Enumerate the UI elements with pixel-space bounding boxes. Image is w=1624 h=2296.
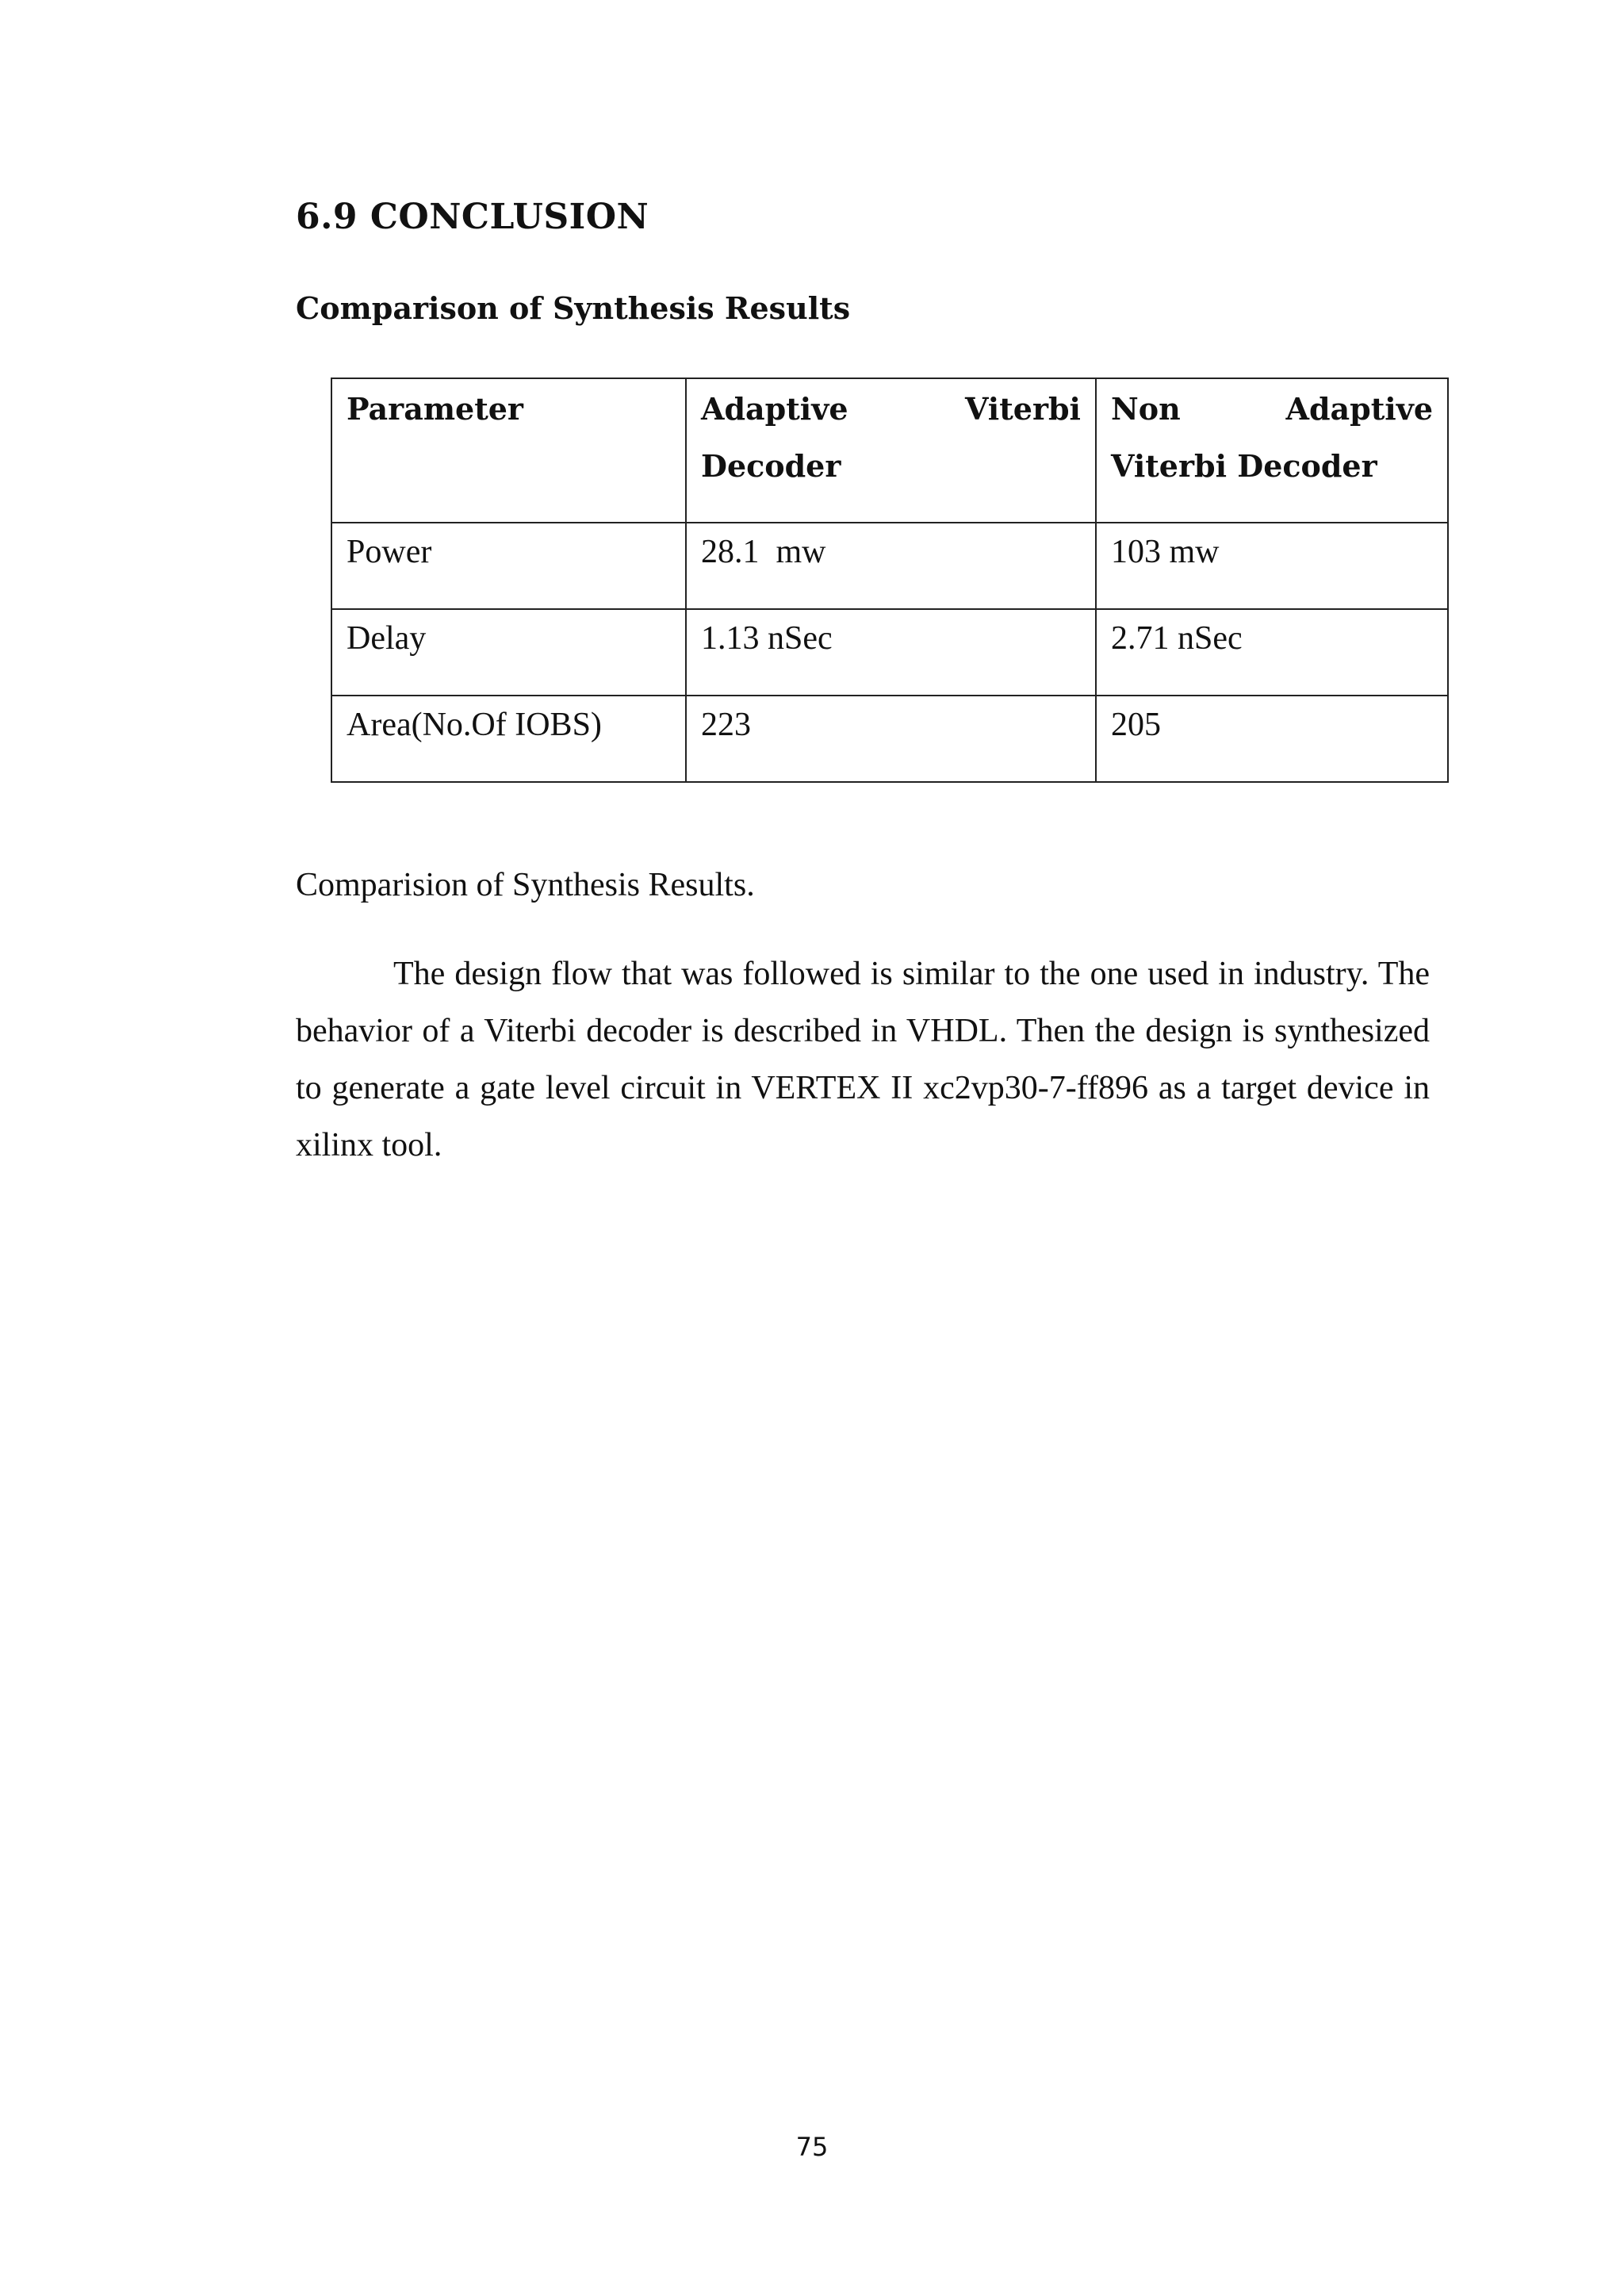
header-cell-non-adaptive (1096, 378, 1448, 523)
table-cell: 223 (686, 696, 1096, 782)
synthesis-results-table (331, 378, 1449, 783)
table-row (331, 696, 1448, 782)
table-caption: Comparision of Synthesis Results. (296, 867, 755, 903)
header-text-line: Adaptive Viterbi (701, 391, 1081, 427)
page-number: 75 (795, 2132, 829, 2162)
header-text: Parameter (347, 391, 523, 427)
header-cell-parameter (331, 378, 686, 523)
table-row (331, 523, 1448, 609)
table-cell: Area(No.Of IOBS) (331, 696, 686, 782)
table-cell: 28.1 mw (686, 523, 1096, 609)
table-cell: 1.13 nSec (686, 609, 1096, 696)
header-cell-adaptive (686, 378, 1096, 523)
table-header-row (331, 378, 1448, 523)
table-cell: 205 (1096, 696, 1448, 782)
table-cell: 2.71 nSec (1096, 609, 1448, 696)
table-cell: 103 mw (1096, 523, 1448, 609)
header-text-line: Decoder (701, 448, 841, 484)
header-text-line: Non Adaptive (1111, 391, 1433, 427)
header-text-line: Viterbi Decoder (1111, 448, 1377, 484)
table-cell: Delay (331, 609, 686, 696)
table-row (331, 609, 1448, 696)
table-cell: Power (331, 523, 686, 609)
body-paragraph: The design flow that was followed is similar to the one used in industry. The behavior of a Viterbi decoder is described in VHDL. Then the design is synthesized to generate a gate level circuit in VERTEX II xc2vp30-7-ff896 as a target device in xilinx tool. (296, 956, 1430, 1163)
table-heading: Comparison of Synthesis Results (296, 290, 851, 326)
section-heading: 6.9 CONCLUSION (296, 197, 649, 237)
